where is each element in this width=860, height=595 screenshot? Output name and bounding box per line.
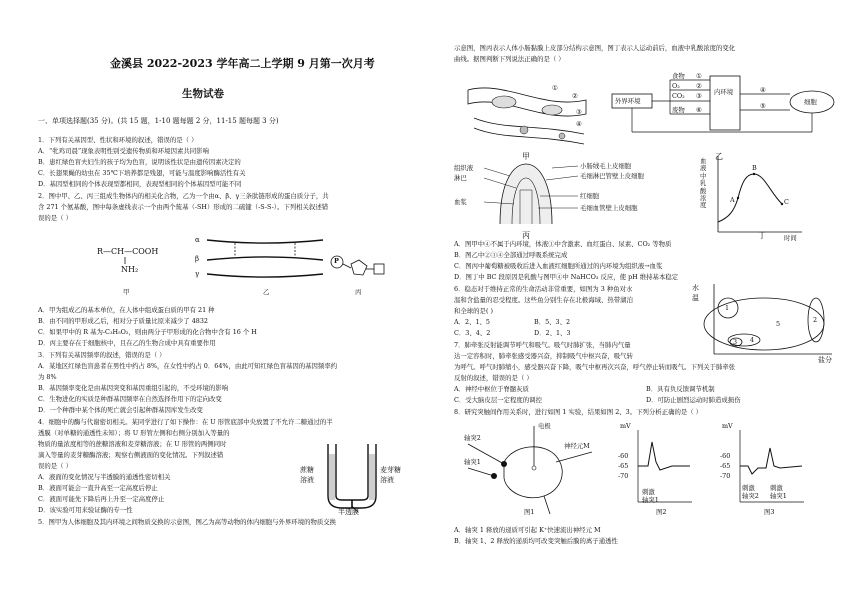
q6-figure xyxy=(692,282,842,364)
yi-marker-4: ④ xyxy=(760,86,766,94)
q7-option-b: B．具有负反馈调节机制 xyxy=(646,385,715,393)
q7-line-4: 反射的叙述，错误的是（ ） xyxy=(454,374,533,382)
left-column xyxy=(0,0,425,595)
q5-option-d: D．图丁中 BC 段原因是乳酸与图甲④中 NaHCO₃ 反应，使 pH 维持基本稳定 xyxy=(454,273,679,281)
q5-option-c: C．图丙中葡萄糖被吸收后进入血液红细胞所通过的内环境为组织液→血浆 xyxy=(454,262,663,270)
q4-line-5: 误的是（ ） xyxy=(38,462,72,470)
zone-1: 1 xyxy=(725,304,730,312)
zone-4: 4 xyxy=(750,336,755,344)
q7-line-3: 为呼气。呼气时肺缩小，感受器兴奋下降，吸气中枢再次兴奋，呼气停止转而吸气。下列关于肺牵张 xyxy=(454,363,736,371)
gamma-chain-label: γ xyxy=(195,270,200,278)
q3-option-a-2: 为 8% xyxy=(38,373,57,381)
q8-fig2 xyxy=(616,422,696,518)
q6-line-2: 温和含盐量的忍受程度。这些鱼分别生存在北极海域、热带湖泊 xyxy=(454,296,633,304)
fig3-caption: 图3 xyxy=(764,508,775,516)
sucrose-label-2: 溶液 xyxy=(300,476,314,484)
food-label: 食物 xyxy=(672,72,685,80)
protein-diagram xyxy=(85,226,385,302)
q2-stem-1: 2．图中甲、乙、丙三组成生物体内的相关化合物，乙为一个由α、β、γ三条肽链形成的蛋白质分子，共 xyxy=(38,192,329,200)
q4-option-c: C．液面可能先下降后再上升至一定高度停止 xyxy=(38,495,165,503)
q8-line-1: 8．研究突触间作用关系时，进行如图 1 实验，结果如图 2、3。下列分析正确的是（ ） xyxy=(454,408,703,416)
q1-option-c: C．长翅果蝇的幼虫在 35℃下培养都是残翅，可能与温度影响酶活性有关 xyxy=(38,169,246,177)
q7-option-a: A．神经中枢位于脊髓灰质 xyxy=(454,385,529,393)
fig-jia xyxy=(464,80,590,150)
co2-label: CO₂ xyxy=(672,92,685,100)
fig1-caption: 图1 xyxy=(524,508,535,516)
q2-option-c: C．如果甲中的 R 基为-C₃H₅O₂，则由两分子甲形成的化合物中含有 16 个 H xyxy=(38,328,257,336)
yi-marker-2: ② xyxy=(696,82,702,90)
q4-line-1: 4．细胞中的酶与代谢密切相关。某同学进行了如下操作：在 U 形管底部中央放置了不允许二糖通过的半 xyxy=(38,418,333,426)
villus-drawing xyxy=(454,160,644,230)
fig-bing xyxy=(454,160,644,230)
q4-option-a: A．液面的变化情况与半透膜的通透性密切相关 xyxy=(38,473,171,481)
fig2-stim: 刺激 xyxy=(642,488,655,496)
fig3-mv: mV xyxy=(722,422,733,430)
zone-3: 3 xyxy=(733,338,738,346)
q2-stem-3: 误的是（ ） xyxy=(38,214,72,222)
yi-marker-1: ① xyxy=(696,72,702,80)
q2-option-b: B．由不同的甲形成乙后，相对分子质量比原来减少了 4832 xyxy=(38,317,208,325)
q4-line-3: 物质的量浓度相等的蔗糖溶液和麦芽糖溶液；在 U 形管的两侧同时 xyxy=(38,440,227,448)
yi-marker-5: ⑤ xyxy=(760,102,766,110)
exchange-flow-diagram xyxy=(610,70,848,154)
subject-title: 生物试卷 xyxy=(182,88,224,100)
axon-2-label: 轴突2 xyxy=(464,434,481,442)
villus-epithelium-label: 小肠绒毛上皮细胞 xyxy=(580,162,632,170)
axon-1-label: 轴突1 xyxy=(464,458,481,466)
q2-caption-jia: 甲 xyxy=(123,288,130,296)
fig3-trace xyxy=(718,422,808,518)
fig3-stim-axon-2: 轴突2 xyxy=(742,492,759,500)
q6-option-c: C．3、4、2 xyxy=(454,329,491,337)
amino-acid-formula: R—CH—COOH xyxy=(97,247,159,256)
q3-option-a-1: A．某地区红绿色盲患者在男性中约占 8%，在女性中约占 0．64%，由此可知红绿色盲基因的基因频率约 xyxy=(38,362,338,370)
fig3-stim-axon-1: 轴突1 xyxy=(770,492,787,500)
fig3-stim-1: 刺激 xyxy=(742,484,755,492)
q7-option-d: D．可防止剧烈运动时肺造成损伤 xyxy=(646,396,741,404)
amino-group: NH₂ xyxy=(121,265,139,274)
yi-marker-6: ⑥ xyxy=(696,106,702,114)
neuron-m-label: 神经元M xyxy=(564,442,590,450)
fig2-mv: mV xyxy=(620,422,631,430)
jia-marker-4: ④ xyxy=(576,120,582,128)
fig2-tick-70: -70 xyxy=(618,472,629,480)
section-heading: 一、单项选择题(35 分)。(共 15 题，1-10 题每题 2 分，11-15 题每题 3 分) xyxy=(38,117,279,125)
q6-option-d: D．2、1、3 xyxy=(534,329,571,337)
plasma-label: 血浆 xyxy=(454,198,467,206)
q2-option-a: A．甲为组成乙的基本单位，在人体中组成蛋白质的甲有 21 种 xyxy=(38,306,215,314)
fig3-tick-70: -70 xyxy=(720,472,731,480)
right-column xyxy=(430,0,855,595)
q1-option-a: A．“牝鸡司晨”现象表明性别受遗传物质和环境因素共同影响 xyxy=(38,147,209,155)
point-c: C xyxy=(784,198,789,206)
fig-jia-caption: 甲 xyxy=(522,152,530,161)
q4-option-d: D．该实验可用来验证酶的专一性 xyxy=(38,506,133,514)
fig3-tick-65: -65 xyxy=(720,462,731,470)
q1-option-b: B．患红绿色盲夫妇生的孩子均为色盲，说明该性状是由遗传因素决定的 xyxy=(38,158,241,166)
q6-option-b: B．5、3、2 xyxy=(534,318,571,326)
zone-2: 2 xyxy=(813,316,818,324)
exam-title: 金溪县 2022-2023 学年高二上学期 9 月第一次月考 xyxy=(110,57,375,70)
lactate-axis-label: 血液中乳酸浓度 xyxy=(700,157,707,210)
jia-marker-3: ③ xyxy=(576,108,582,116)
alpha-chain-label: α xyxy=(195,236,200,244)
cell-exchange-drawing xyxy=(464,80,590,150)
yi-marker-3: ③ xyxy=(696,92,702,100)
jia-marker-1: ① xyxy=(552,84,558,92)
q1-stem: 1．下列有关基因型、性状和环境的叙述，错误的是（ ） xyxy=(38,136,198,144)
q5-line-3: 曲线。据图判断下列说法正确的是（ ） xyxy=(454,55,565,63)
maltose-label-2: 溶液 xyxy=(380,476,394,484)
q2-stem-2: 含 271 个氨基酸，图中每条虚线表示一个由两个巯基（-SH）形成的二硫键（-S-S-）。下列相关叙述错 xyxy=(38,203,329,211)
o2-label: O₂ xyxy=(672,82,680,90)
fig-bing-caption: 丙 xyxy=(522,231,530,240)
q2-caption-yi: 乙 xyxy=(263,288,270,296)
salinity-label: 盐分 xyxy=(818,356,832,364)
q4-option-b: B．液面可能会一直升高至一定高度后停止 xyxy=(38,484,158,492)
fig-yi xyxy=(610,70,848,154)
q6-option-a: A．2、1、5 xyxy=(454,318,490,326)
q3-option-b: B．基因频率变化是由基因突变和基因重组引起的，不受环境的影响 xyxy=(38,384,229,392)
q8-fig3 xyxy=(718,422,808,518)
fig-ding xyxy=(698,152,808,242)
water-temp-label-2: 温 xyxy=(692,294,699,302)
q8-option-b: B．轴突 1、2 释放的递质均可改变突触后膜的离子通透性 xyxy=(454,537,618,545)
zone-5: 5 xyxy=(776,320,781,328)
lymph-capillary-label: 毛细淋巴管壁上皮细胞 xyxy=(580,172,644,180)
q8-fig1 xyxy=(464,422,596,518)
q8-option-a: A．轴突 1 释放的递质可引起 K⁺快速流出神经元 M xyxy=(454,526,601,534)
jia-marker-2: ② xyxy=(572,92,578,100)
u-tube-figure xyxy=(298,440,408,516)
fig3-stim-2: 刺激 xyxy=(770,484,783,492)
q1-option-d: D．基因型相同的个体表现型都相同，表现型相同的个体基因型可能不同 xyxy=(38,180,242,188)
electrode-label: 电极 xyxy=(538,422,551,430)
fig-yi-caption: 乙 xyxy=(715,152,723,161)
cell-box: 细胞 xyxy=(804,98,817,106)
fig-ding-caption: 丁 xyxy=(758,231,766,240)
lymph-label: 淋巴 xyxy=(454,174,467,182)
fig2-stim-axon: 轴突1 xyxy=(642,496,659,504)
q6-line-3: 和全球的是( ) xyxy=(454,307,493,315)
point-b: B xyxy=(752,164,757,172)
membrane-label: 半透膜 xyxy=(338,508,359,516)
fig2-tick-60: -60 xyxy=(618,452,629,460)
q6-line-1: 6．稳态对于维持正常的生命活动非常重要，如图为 3 种鱼对水 xyxy=(454,285,633,293)
phosphate-label: P xyxy=(334,257,339,265)
red-cell-label: 红细胞 xyxy=(580,192,600,200)
q4-line-2: 透膜（对单糖的通透性未知）；将 U 形管左侧和右侧分别加入等量的 xyxy=(38,429,230,437)
maltose-label-1: 麦芽糖 xyxy=(380,466,401,474)
q5-option-a: A．图甲中④不属于内环境，体液①中含激素、血红蛋白、尿素、CO₂ 等物质 xyxy=(454,240,672,248)
q3-option-d: D．一个种群中某个体的死亡就会引起种群基因库发生改变 xyxy=(38,406,203,414)
q5-line-1: 5．图甲为人体细胞及其内环境之间物质交换的示意图，图乙为高等动物的体内细胞与外界环境的物质交换 xyxy=(38,518,337,526)
q7-line-2: 达一定容积时，肺牵张感受器兴奋，抑制吸气中枢兴奋，吸气转 xyxy=(454,352,633,360)
waste-label: 废物 xyxy=(672,106,685,114)
q4-line-4: 滴入等量的麦芽糖酶溶液；观察右侧液面的变化情况。下列叙述错 xyxy=(38,451,224,459)
q7-line-1: 7．肺牵张反射能调节呼气和吸气。吸气时肺扩张，当肺内气量 xyxy=(454,341,631,349)
fig3-tick-60: -60 xyxy=(720,452,731,460)
q3-option-c: C．生物进化的实质是种群基因频率在自然选择作用下的定向改变 xyxy=(38,395,222,403)
tissue-fluid-label: 组织液 xyxy=(454,164,474,172)
q7-option-c: C．受大脑皮层一定程度的调控 xyxy=(454,396,542,404)
point-a: A xyxy=(730,196,735,204)
q2-figure xyxy=(85,226,385,302)
time-axis-label: 时间 xyxy=(784,234,797,242)
beta-chain-label: β xyxy=(195,255,200,263)
q2-caption-bing: 丙 xyxy=(355,288,362,296)
tolerance-ellipses xyxy=(692,282,842,364)
q2-option-d: D．丙主要存在于细胞核中，且在乙的生物合成中具有重要作用 xyxy=(38,339,216,347)
q5-line-2: 示意图，图丙表示人体小肠黏膜上皮部分结构示意图，图丁表示人运动前后，血液中乳酸浓度的变化 xyxy=(454,44,736,52)
sucrose-label-1: 蔗糖 xyxy=(300,466,314,474)
internal-environment-box: 内环境 xyxy=(714,88,734,96)
water-temp-label-1: 水 xyxy=(692,284,699,292)
q5-option-b: B．图乙中②③④全部通过呼吸系统完成 xyxy=(454,251,568,259)
fig2-caption: 图2 xyxy=(656,508,667,516)
outside-environment-box: 外界环境 xyxy=(615,97,641,105)
blood-capillary-label: 毛细血管壁上皮细胞 xyxy=(580,204,638,212)
neuron-drawing xyxy=(464,422,596,518)
fig2-tick-65: -65 xyxy=(618,462,629,470)
q3-stem: 3．下列有关基因频率的叙述，错误的是（ ） xyxy=(38,351,166,359)
